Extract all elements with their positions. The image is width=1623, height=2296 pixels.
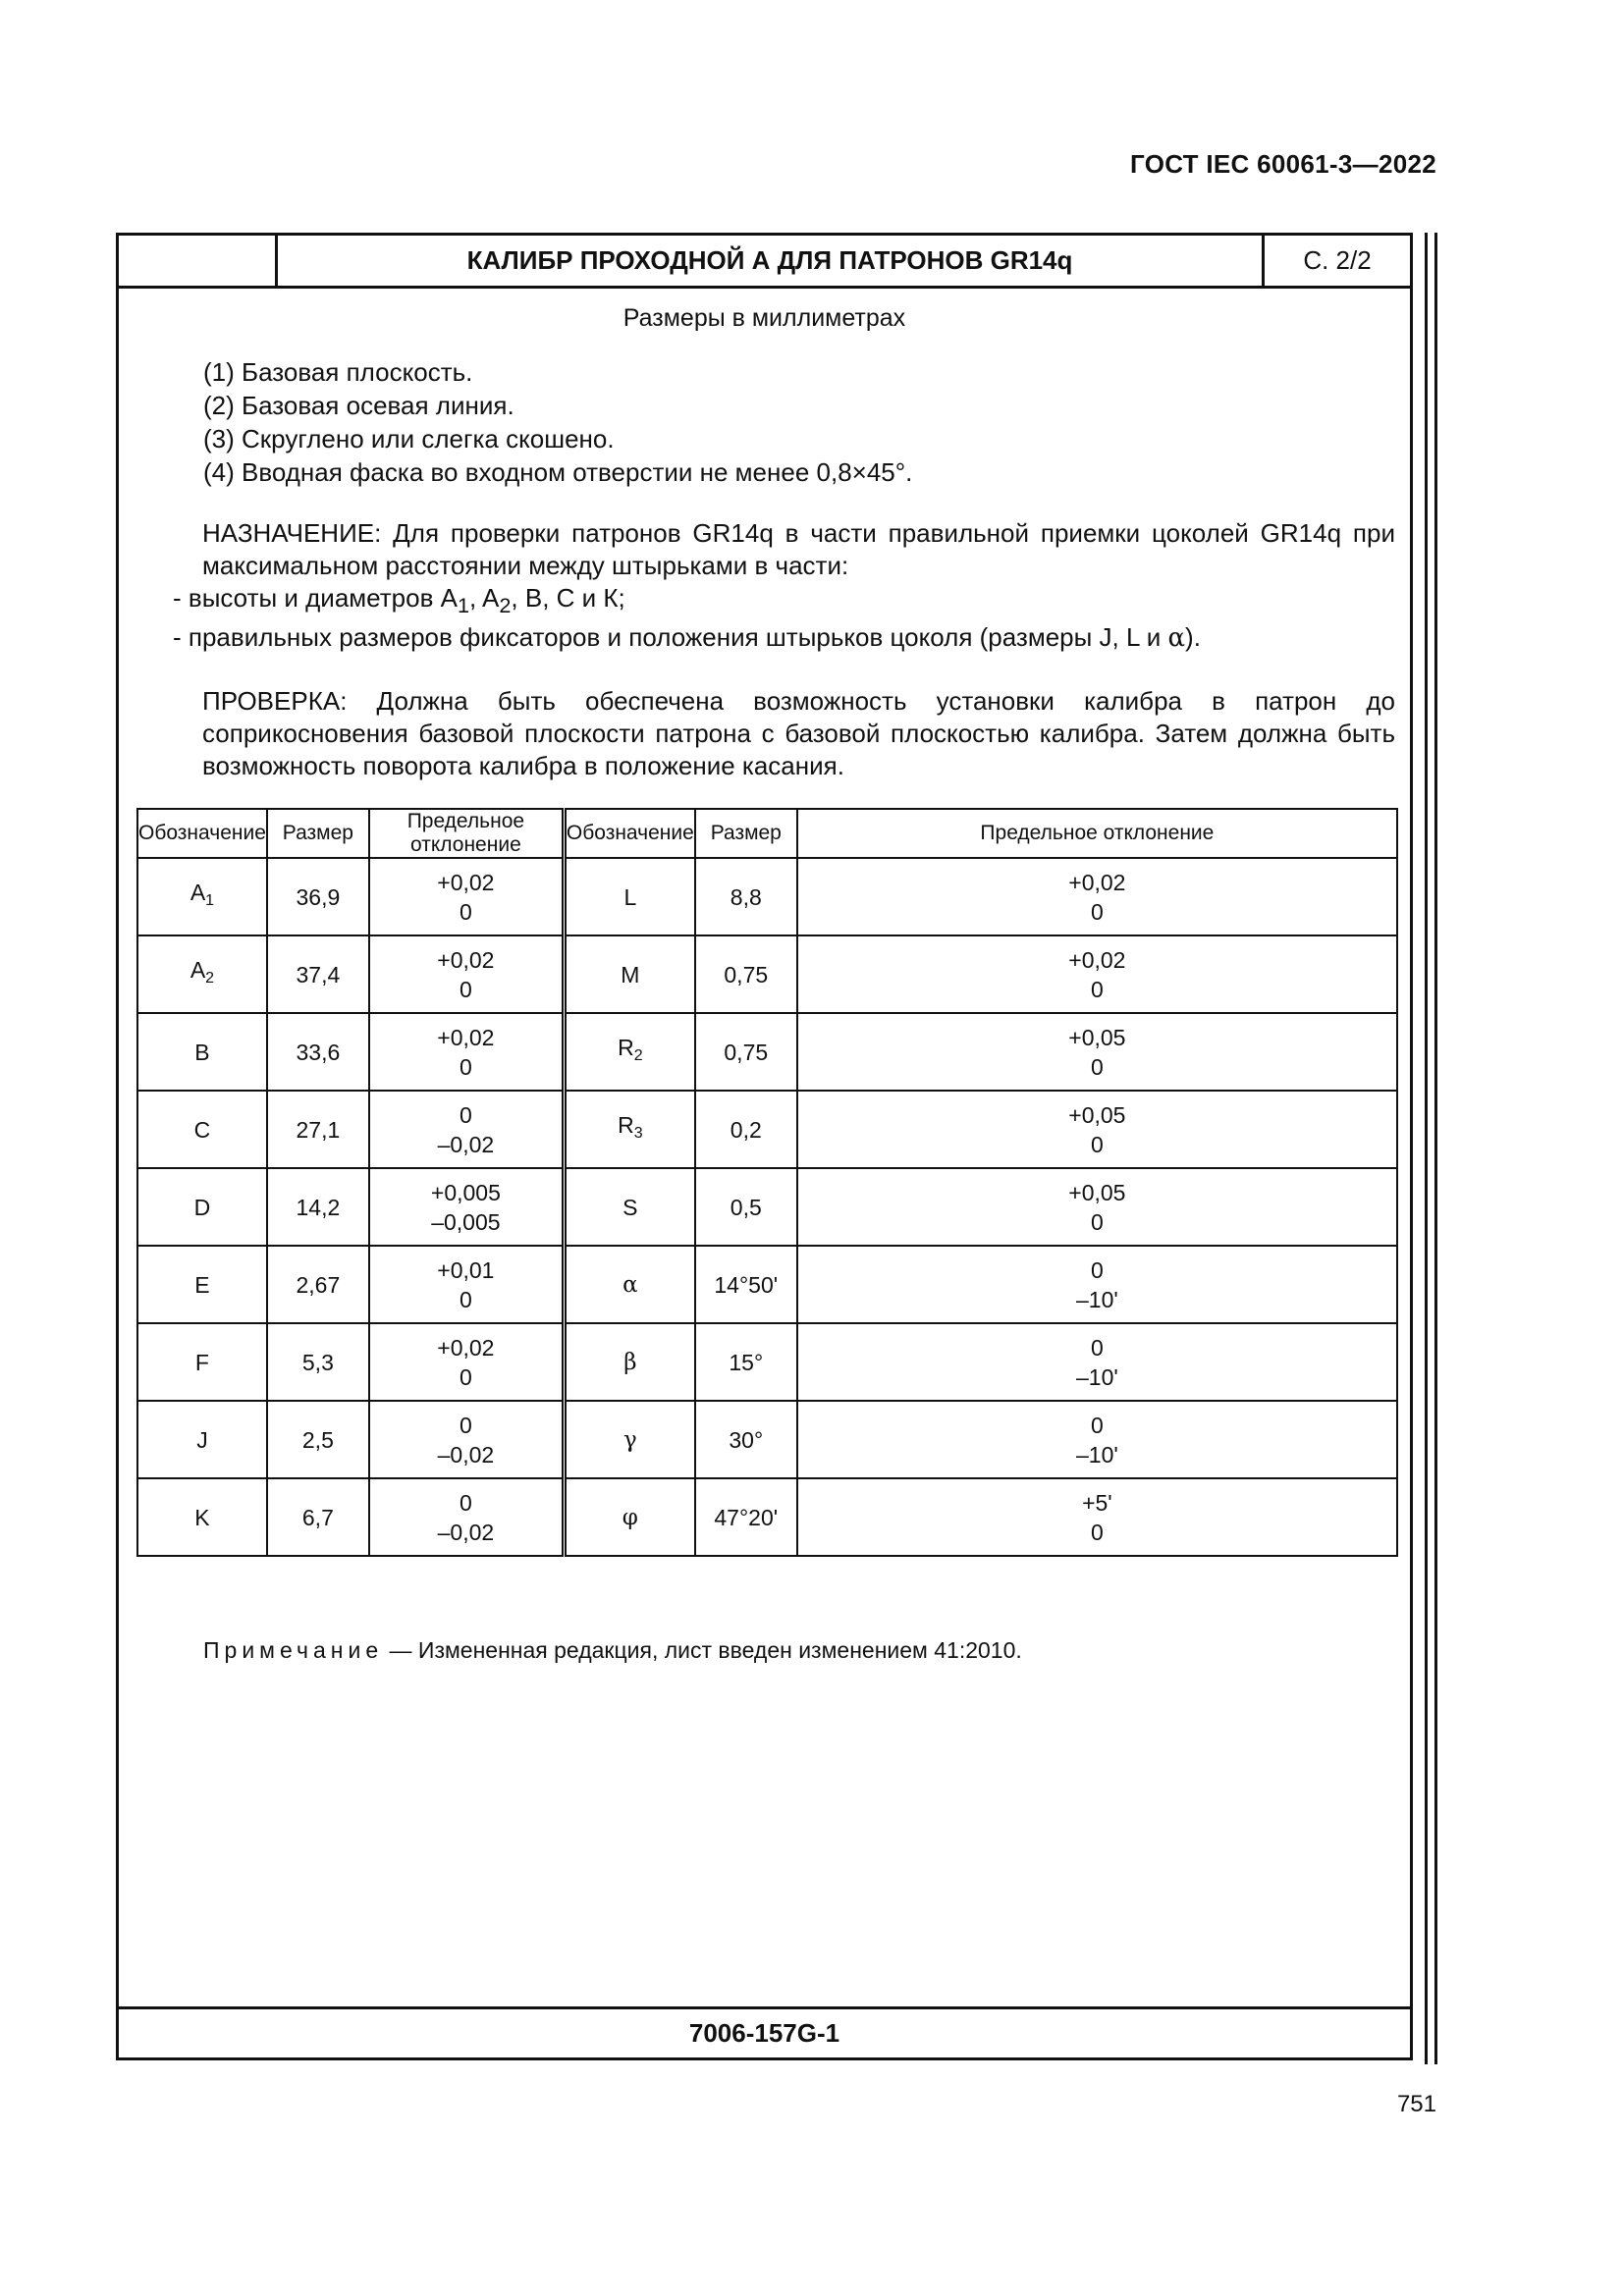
designation-cell: B xyxy=(137,1013,267,1091)
tolerance-cell: +5' 0 xyxy=(797,1478,1397,1556)
sheet-frame xyxy=(116,233,1413,2060)
col-header-size: Размер xyxy=(695,809,797,858)
designation-cell: $R_2$ xyxy=(564,1013,694,1091)
designation-cell: S xyxy=(564,1168,694,1246)
tolerance-cell: +0,005 –0,005 xyxy=(369,1168,565,1246)
tolerance-cell: +0,02 0 xyxy=(797,858,1397,935)
tolerance-cell: 0 –0,02 xyxy=(369,1091,565,1168)
size-cell: 0,5 xyxy=(695,1168,797,1246)
table-row xyxy=(137,858,1397,935)
tolerance-cell: 0 –0,02 xyxy=(369,1401,565,1478)
sheet-page-indicator: С. 2/2 xyxy=(1303,245,1372,275)
size-cell: 0,2 xyxy=(695,1091,797,1168)
col-header-designation: Обозначение xyxy=(564,809,694,858)
size-cell: 0,75 xyxy=(695,1013,797,1091)
designation-cell: α xyxy=(564,1246,694,1323)
size-cell: 2,5 xyxy=(267,1401,369,1478)
col-header-designation: Обозначение xyxy=(137,809,267,858)
size-cell: 6,7 xyxy=(267,1478,369,1556)
tolerance-cell: 0 –10' xyxy=(797,1246,1397,1323)
size-cell: 14,2 xyxy=(267,1168,369,1246)
table-row xyxy=(137,1478,1397,1556)
frame-edge-line xyxy=(1434,233,1437,2064)
purpose-text: НАЗНАЧЕНИЕ: Для проверки патронов GR14q в части правильной приемки цоколей GR14q при максимальном расстоянии между штырьками в части: xyxy=(202,518,1395,580)
remark-text: — Измененная редакция, лист введен изменением 41:2010. xyxy=(383,1637,1022,1663)
designation-cell: M xyxy=(564,935,694,1013)
size-cell: 14°50' xyxy=(695,1246,797,1323)
check-section xyxy=(135,685,1395,782)
table-row xyxy=(137,1013,1397,1091)
frame-edge-line xyxy=(1425,233,1428,2064)
size-cell: 5,3 xyxy=(267,1323,369,1401)
designation-cell: J xyxy=(137,1401,267,1478)
tolerance-cell: 0 –10' xyxy=(797,1401,1397,1478)
designation-cell: $R_3$ xyxy=(564,1091,694,1168)
note-item: (2) Базовая осевая линия. xyxy=(203,391,514,420)
size-cell: 47°20' xyxy=(695,1478,797,1556)
numbered-notes xyxy=(203,355,912,489)
designation-cell: $A_2$ xyxy=(137,935,267,1013)
size-cell: 37,4 xyxy=(267,935,369,1013)
table-row xyxy=(137,1246,1397,1323)
tolerance-cell: +0,02 0 xyxy=(369,1323,565,1401)
tolerance-cell: +0,02 0 xyxy=(369,935,565,1013)
tolerance-cell: +0,02 0 xyxy=(369,858,565,935)
page-number: 751 xyxy=(1396,2091,1436,2117)
note-item: (1) Базовая плоскость. xyxy=(203,357,473,387)
tolerance-cell: +0,01 0 xyxy=(369,1246,565,1323)
col-header-tolerance: Предельное отклонение xyxy=(797,809,1397,858)
table-row xyxy=(137,935,1397,1013)
designation-cell: C xyxy=(137,1091,267,1168)
remark xyxy=(203,1637,1022,1664)
size-cell: 33,6 xyxy=(267,1013,369,1091)
size-cell: 27,1 xyxy=(267,1091,369,1168)
table-header-row xyxy=(137,809,1397,858)
designation-cell: F xyxy=(137,1323,267,1401)
designation-cell: β xyxy=(564,1323,694,1401)
purpose-item-fixators: - правильных размеров фиксаторов и положения штырьков цоколя (размеры J, L и α). xyxy=(173,622,1201,654)
size-cell: 30° xyxy=(695,1401,797,1478)
size-cell: 2,67 xyxy=(267,1246,369,1323)
remark-label: Примечание xyxy=(203,1637,384,1663)
sheet-code: 7006-157G-1 xyxy=(119,2006,1410,2057)
note-item: (4) Вводная фаска во входном отверстии не менее 0,8×45°. xyxy=(203,457,913,487)
size-cell: 15° xyxy=(695,1323,797,1401)
tolerance-cell: +0,05 0 xyxy=(797,1013,1397,1091)
purpose-item-heights: - высоты и диаметров $A_1$, $A_2$, B, C и К; xyxy=(173,583,625,618)
units-caption: Размеры в миллиметрах xyxy=(622,304,906,332)
designation-cell: L xyxy=(564,858,694,935)
tolerance-cell: 0 –0,02 xyxy=(369,1478,565,1556)
tolerance-cell: +0,02 0 xyxy=(797,935,1397,1013)
title-block-empty-cell xyxy=(119,236,278,286)
designation-cell: φ xyxy=(564,1478,694,1556)
purpose-section xyxy=(135,517,1395,655)
table-row xyxy=(137,1401,1397,1478)
designation-cell: K xyxy=(137,1478,267,1556)
tolerance-cell: +0,05 0 xyxy=(797,1091,1397,1168)
designation-cell: γ xyxy=(564,1401,694,1478)
designation-cell: D xyxy=(137,1168,267,1246)
tolerance-cell: 0 –10' xyxy=(797,1323,1397,1401)
size-cell: 8,8 xyxy=(695,858,797,935)
col-header-tolerance: Предельное отклонение xyxy=(369,809,565,858)
designation-cell: $A_1$ xyxy=(137,858,267,935)
note-item: (3) Скруглено или слегка скошено. xyxy=(203,424,615,454)
table-row xyxy=(137,1091,1397,1168)
standard-designation: ГОСТ IEC 60061-3—2022 xyxy=(1130,149,1436,179)
tolerance-cell: +0,05 0 xyxy=(797,1168,1397,1246)
size-cell: 0,75 xyxy=(695,935,797,1013)
designation-cell: E xyxy=(137,1246,267,1323)
check-text: ПРОВЕРКА: Должна быть обеспечена возможность установки калибра в патрон до соприкосновения базовой плоскости патрона с базовой плоскостью калибра. Затем должна быть возможность поворота калибра в положение касания. xyxy=(202,686,1395,780)
table-body xyxy=(137,858,1397,1556)
col-header-size: Размер xyxy=(267,809,369,858)
dimensions-table xyxy=(136,808,1398,1557)
title-block xyxy=(119,236,1410,289)
table-row xyxy=(137,1323,1397,1401)
size-cell: 36,9 xyxy=(267,858,369,935)
tolerance-cell: +0,02 0 xyxy=(369,1013,565,1091)
table-row xyxy=(137,1168,1397,1246)
sheet-title: КАЛИБР ПРОХОДНОЙ А ДЛЯ ПАТРОНОВ GR14q xyxy=(278,236,1265,286)
